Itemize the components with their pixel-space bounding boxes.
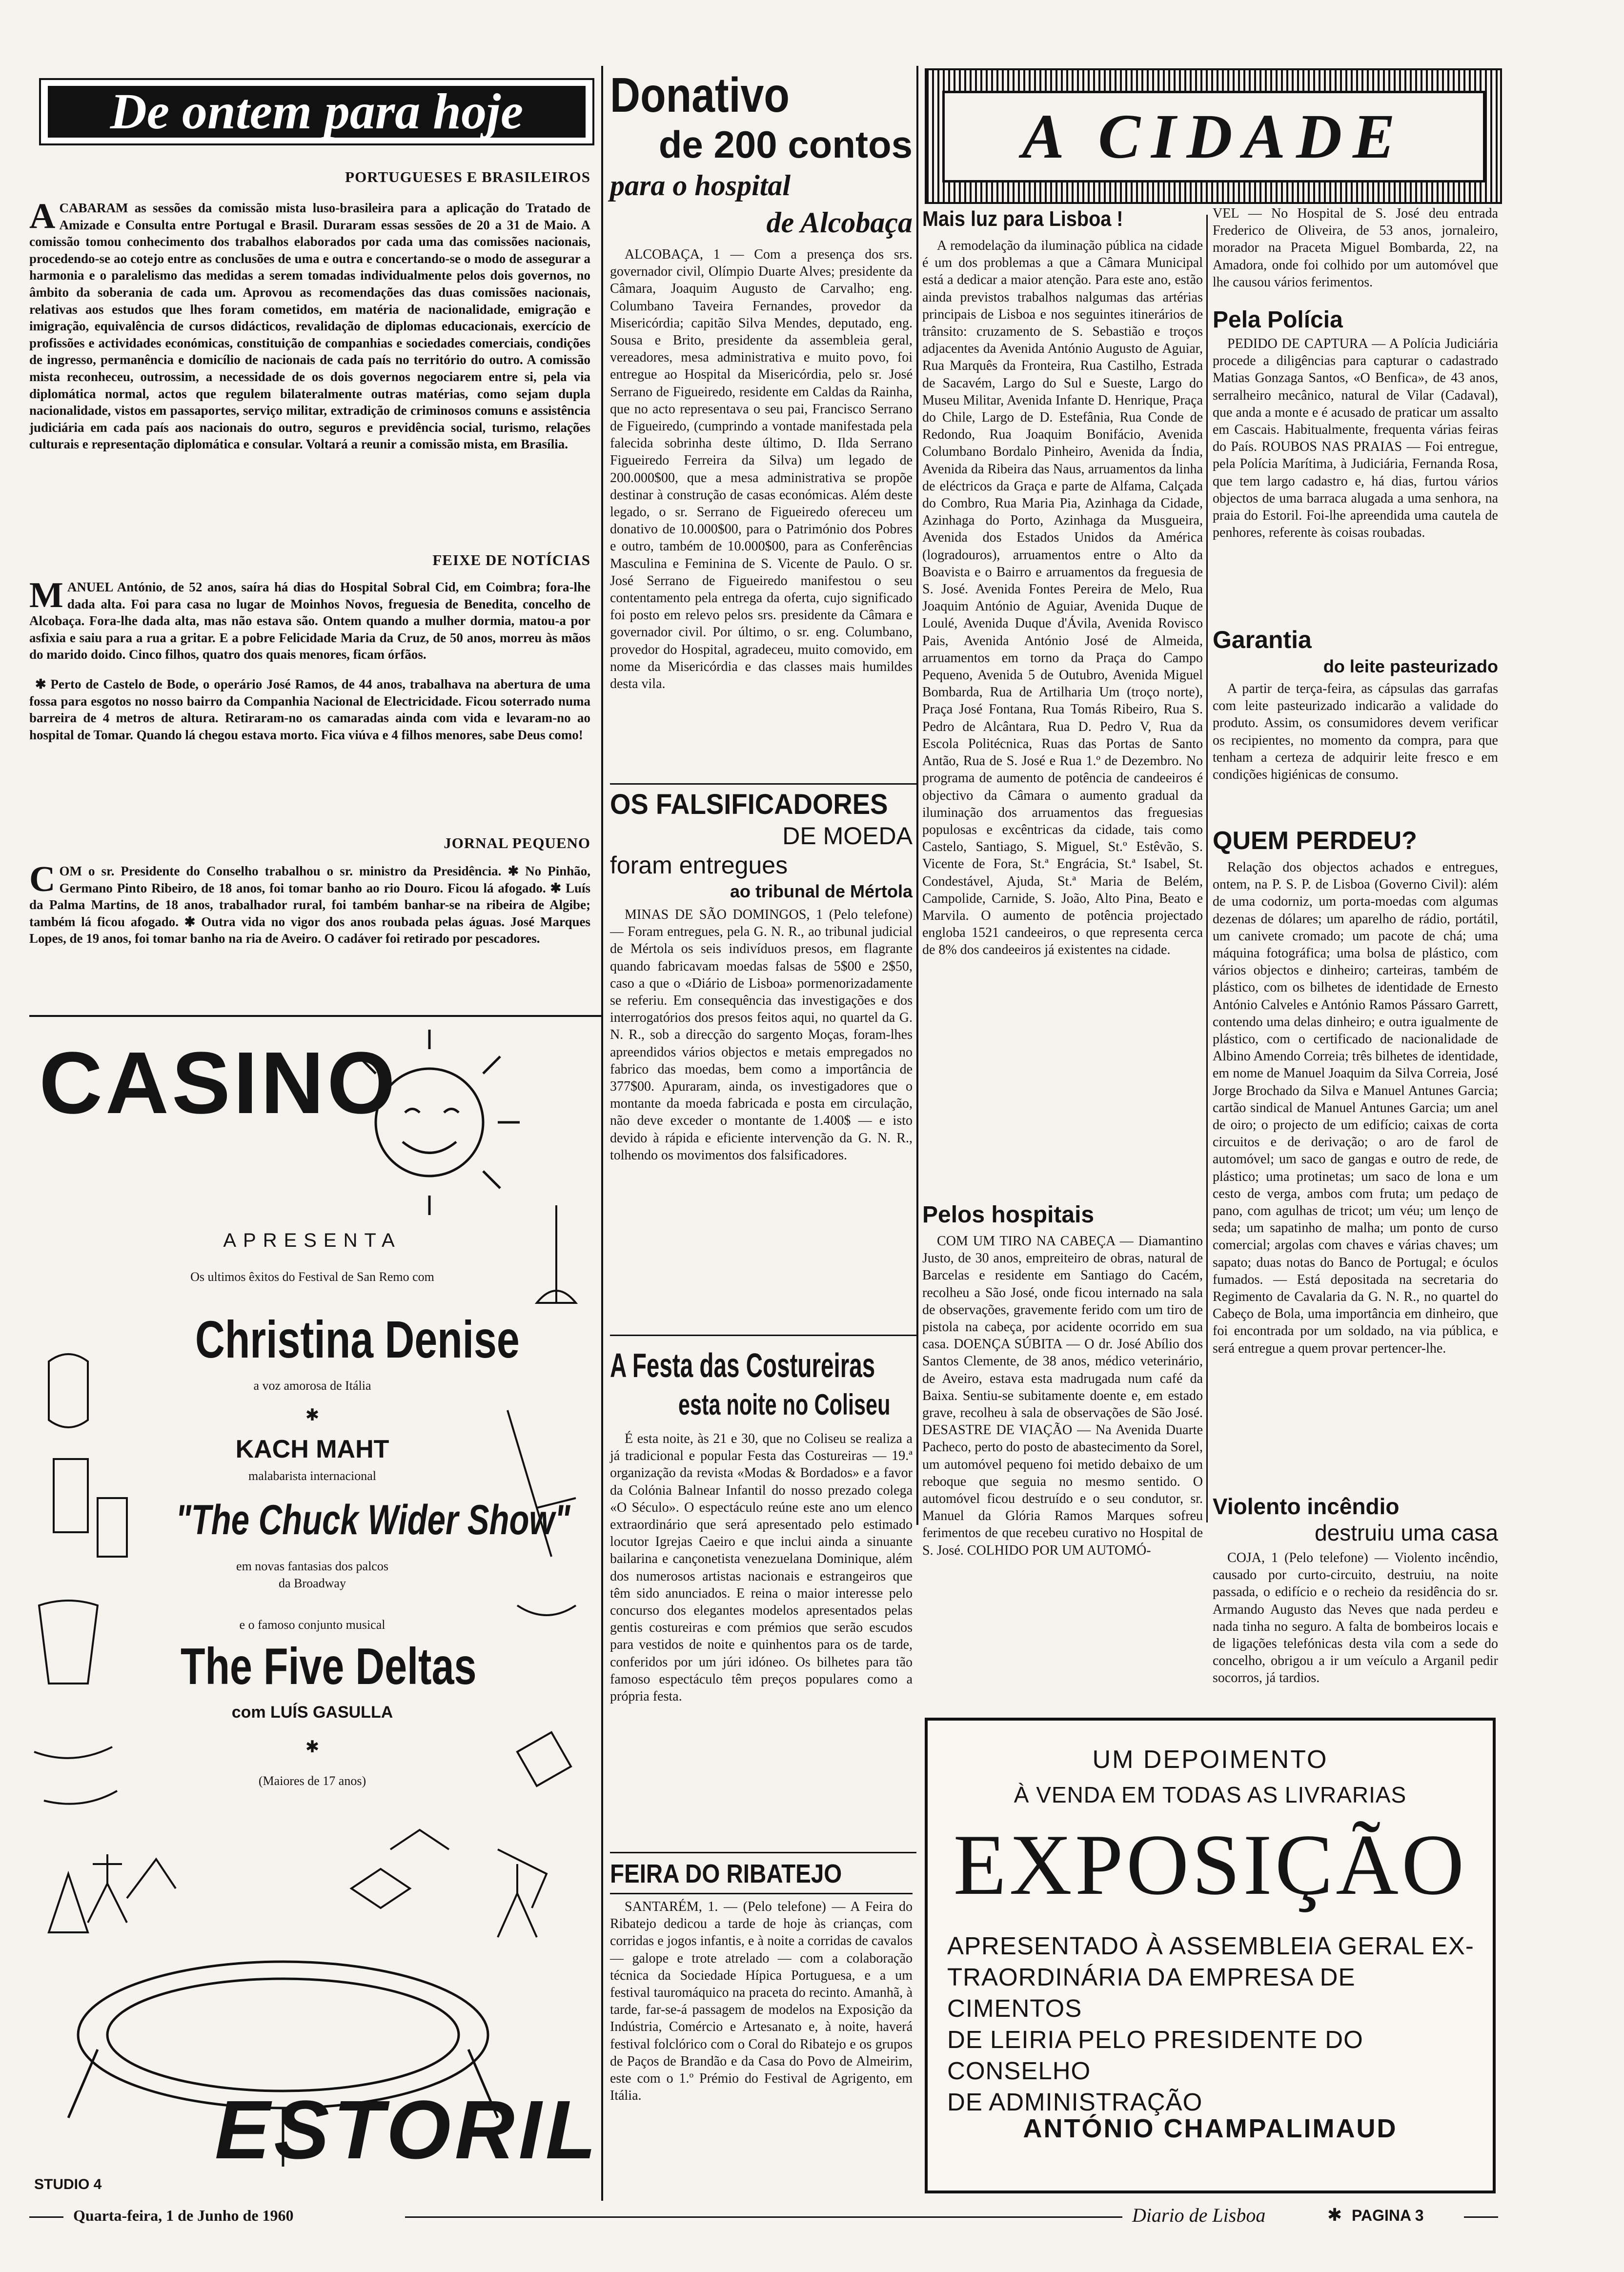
drop-cap: A bbox=[29, 196, 56, 236]
subheadline: ao tribunal de Mértola bbox=[730, 881, 913, 901]
asterisk-icon: ✱ bbox=[35, 676, 51, 691]
artist-name: KACH MAHT bbox=[235, 1435, 389, 1463]
article-festa-costureiras bbox=[610, 1344, 913, 1847]
column-rule bbox=[601, 66, 603, 2201]
article-text: OM o sr. Presidente do Conselho trabalhou o sr. ministro da Presidência. ✱ No Pinhão, Germano Pinto Ribeiro, de 18 anos, foi tomar banho ao rio Douro. Ficou lá afogado. ✱ Luís da Palma Martins, de 18 anos, trabalhador rural, foi também banhar-se na ribeira de Algibe; também lá ficou afogado. ✱ Outra vida no vigor dos anos roubada pelas águas. José Marques Lopes, de 19 anos, foi tomar banho na ria de Aveiro. O cadáver foi retirado por pescadores. bbox=[29, 864, 590, 946]
band-name: The Five Deltas bbox=[181, 1638, 477, 1695]
show-name: "The Chuck Wider Show" bbox=[176, 1497, 570, 1543]
article-feira-ribatejo bbox=[610, 1857, 913, 2203]
article-text: MINAS DE SÃO DOMINGOS, 1 (Pelo telefone) — Foram entregues, pela G. N. R., ao tribunal judicial de Mértola os seis indivíduos presos, em flagrante quando fabricavam moedas falsas de 5$00 e 2$50, caso a que o «Diário de Lisboa» pormenorizadamente se referiu. Em consequência das investigações e dos interrogatórios dos presos feitos aqui, no quartel da G. N. R., sob a direcção do sargento Moças, foram-lhes apreendidos vários objectos e metais empregados no fabrico das moedas, bem como a importância de 377$00. Apuraram, ainda, os investigadores que o montante da moeda fabricada e posta em circulação, não deve exceder o montante de 1.400$ — e isto devido à rápida e eficiente intervenção da G. N. R., tolhendo os movimentos dos falsificadores. bbox=[610, 907, 913, 1163]
ad-author: ANTÓNIO CHAMPALIMAUD bbox=[1023, 2114, 1398, 2143]
headline: esta noite no Coliseu bbox=[678, 1388, 891, 1421]
headline: DE MOEDA bbox=[782, 822, 913, 850]
masthead-de-ontem bbox=[39, 78, 594, 145]
article-text: Relação dos objectos achados e entregues, ontem, na P. S. P. de Lisboa (Governo Civil): além de uma codorniz, um porta-moedas com algumas dezenas de dólares; um aparelho de rádio, portátil, um canivete cromado; um pacote de chá; uma máquina fotográfica; uma bolsa de plástico, com vários objectos e dinheiro; carteiras, também de plástico, com os bilhetes de identidade de Ernesto António Calveles e António Ramos Pássaro Garrett, contendo uma delas dinheiro; e outra igualmente de plástico, com o certificado de nacionalidade de Albino Amendo Correia; três bilhetes de identidade, em nome de Manuel Joaquim da Silva Correia, José Jorge Brochado da Silva e Manuel Antunes Garcia; cartão sindical de Manuel Antunes Garcia; um anel de oiro; o projecto de um edifício; caixas de corta circuitos e de derivação; o aro de farol de automóvel; um saco de gangas e outro de rede, de plástico; uma protinetas; um saco de lona e um cesto de verga, ambos com fruta; um pedaço de pano, com agulhas de tricot; um véu; um lenço de seda; um sapatinho de malha; um ponto de curso comercial; argolas com chaves e várias chaves; um sapato; duas notas do Banco de Portugal; e óculos fumados. — Está depositada na secretaria do Regimento de Cavalaria da G. N. R., no quartel do Cabeço de Bola, uma importância em dinheiro, que foi encontrada por um soldado, na via pública, e será entregue a quem provar pertencer-lhe. bbox=[1213, 860, 1498, 1356]
footer-rule bbox=[405, 2216, 1122, 2218]
artist-christina-denise bbox=[176, 1310, 520, 1369]
apresenta-label: APRESENTA bbox=[223, 1230, 402, 1251]
section-divider bbox=[610, 783, 916, 785]
article-text: COJA, 1 (Pelo telefone) — Violento incêndio, causado por curto-circuito, destruiu, na noite passada, o edifício e o recheio da residência do sr. Armando Augusto das Neves que nada perdeu e nada tinha no seguro. A falta de bombeiros locais e de ligações telefónicas desta vila com a sede do concelho, obrigou a ir um veículo a Arganil pedir socorros, já tardios. bbox=[1213, 1550, 1498, 1686]
article-text: COM UM TIRO NA CABEÇA — Diamantino Justo, de 30 anos, empreiteiro de obras, natural de Barcelas e residente em Santiago do Cacém, recolheu a São José, onde ficou internado na sala de observações, gravemente ferido com um tiro de pistola na cabeça, por acidente ocorrido em sua casa. DOENÇA SÚBITA — O dr. José Abílio dos Santos Clemente, de 38 anos, médico veterinário, de Aveiro, estava esta madrugada num café da Baixa. Sentiu-se subitamente doente e, em estado grave, recolheu à sala de observações de São José. DESASTRE DE VIAÇÃO — Na Avenida Duarte Pacheco, perto do posto de abastecimento da Sorel, um automóvel pequeno foi metido debaixo de um reboque que seguia no mesmo sentido. O automóvel ficou destruído e o seu condutor, sr. Manuel da Glória Ramos Marques sofreu ferimentos de que recebeu curativo no Hospital de S. José. COLHIDO POR UM AUTOMÓ- bbox=[922, 1234, 1203, 1558]
estoril-logo: ESTORIL bbox=[215, 2084, 600, 2176]
ad-line: À VENDA EM TODAS AS LIVRARIAS bbox=[1014, 1782, 1407, 1807]
artist-desc: a voz amorosa de Itália bbox=[253, 1379, 371, 1393]
asterisk-icon: ✱ bbox=[305, 1406, 320, 1424]
article-garantia bbox=[1213, 625, 1498, 820]
ad-title: EXPOSIÇÃO bbox=[953, 1816, 1467, 1913]
band-title bbox=[176, 1637, 477, 1696]
masthead-a-cidade bbox=[925, 68, 1502, 204]
section-title: FEIXE DE NOTÍCIAS bbox=[432, 551, 590, 568]
age-note: (Maiores de 17 anos) bbox=[258, 1774, 366, 1788]
column-rule bbox=[1206, 215, 1208, 1522]
drop-cap: M bbox=[29, 575, 63, 615]
article-violento-incendio bbox=[1213, 1493, 1498, 1545]
artist-desc: malabarista internacional bbox=[248, 1469, 377, 1483]
article-text: VEL — No Hospital de S. José deu entrada Frederico de Oliveira, de 53 anos, jornaleiro, morador na Praceta Miguel Bombarda, 22, na Amadora, onde foi colhido por um automóvel que lhe causou vários ferimentos. bbox=[1213, 206, 1498, 290]
asterisk-icon: ✱ bbox=[305, 1738, 320, 1756]
article-pelos-hospitais bbox=[922, 1200, 1203, 1558]
subheadline: foram entregues bbox=[610, 852, 788, 879]
headline: Violento incêndio bbox=[1213, 1494, 1400, 1519]
footer-rule bbox=[1464, 2216, 1498, 2218]
footer-page: PAGINA 3 bbox=[1352, 2207, 1424, 2224]
band-with: com LUÍS GASULLA bbox=[231, 1703, 393, 1722]
article-donativo bbox=[610, 68, 913, 781]
section-title: PORTUGUESES E BRASILEIROS bbox=[345, 168, 590, 185]
article-falsificadores bbox=[610, 788, 913, 1330]
article-text: Perto de Castelo de Bode, o operário José Ramos, de 44 anos, trabalhava na abertura de uma fossa para esgotos no nosso bairro da Companhia Nacional de Electricidade. Ficou soterrado numa barreira de 4 metros de altura. Retiraram-no os camaradas ainda com vida e levaram-no ao hospital de Tomar. Quando lá chegou estava morto. Fica viúva e 4 filhos menores, sabe Deus como! bbox=[29, 676, 590, 742]
subheadline: para o hospital bbox=[610, 169, 791, 202]
article-text: ANUEL António, de 52 anos, saíra há dias do Hospital Sobral Cid, em Coimbra; fora-lhe dada alta. Foi para casa no lugar de Moinhos Novos, freguesia de Benedita, concelho de Alcobaça. Fora-lhe dada alta, mas não estava são. Ontem quando a mulher dormia, matou-a por asfixia e saiu para a rua a gritar. E a pobre Felicidade Maria da Cruz, de 50 anos, morreu às mãos do marido doido. Cinco filhos, quatro dos quais menores, ficam órfãos. bbox=[29, 580, 590, 662]
section-portugueses-brasileiros bbox=[29, 168, 590, 522]
show-title bbox=[176, 1493, 570, 1547]
show-desc: da Broadway bbox=[279, 1576, 346, 1590]
headline: A Festa das Costureiras bbox=[610, 1346, 875, 1384]
show-desc: em novas fantasias dos palcos bbox=[236, 1559, 388, 1573]
ad-desc-line: TRAORDINÁRIA DA EMPRESA DE CIMENTOS bbox=[947, 1963, 1356, 2022]
article-pela-policia bbox=[1213, 305, 1498, 622]
article-continuacao bbox=[1213, 205, 1498, 300]
headline: OS FALSIFICADORES bbox=[610, 789, 888, 820]
intro-text: e o famoso conjunto musical bbox=[239, 1618, 386, 1632]
article-text: CABARAM as sessões da comissão mista luso-brasileira para a aplicação do Tratado de Amizade e Consulta entre Portugal e Brasil. Duraram essas sessões de 20 a 31 de Maio. A comissão tomou conhecimento dos trabalhos elaborados por cada uma das comissões nacionais, procedendo-se ao cotejo entre as conclusões de uma e outra e concertando-se o modo de assegurar a harmonia e o paralelismo das medidas a serem tomadas individualmente pelos dois governos, no âmbito da soberania de cada um. Aprovou as recomendações das duas comissões nacionais, relativas aos estudos que lhes foram cometidos, em matéria de nacionalidade, emigração e imigração, equivalência de cursos didácticos, revalidação de diplomas educacionais, exercício de profissões e actividades económicas, constituição de companhias e sociedades comerciais, condições de ingresso, permanência e domicílio de nacionais de cada país no território do outro. A comissão mista reconheceu, outrossim, a necessidade de os dois governos negociarem entre si, pela via diplomática normal, actos que regulem bilateralmente outras matérias, como sejam dupla nacionalidade, vistos em passaportes, serviço militar, extradição de criminosos comuns e assistência judiciária em cada país aos nacionais do outro, seguros e previdência social, turismo, relações culturais e representação diplomática e consular. Voltará a reunir a comissão mista, em Brasília. bbox=[29, 201, 590, 452]
bar-table-icon bbox=[34, 1354, 176, 1932]
article-mais-luz bbox=[922, 205, 1203, 1198]
section-divider bbox=[610, 1852, 916, 1853]
asterisk-icon: ✱ bbox=[1327, 2205, 1342, 2225]
ad-desc-line: DE LEIRIA PELO PRESIDENTE DO CONSELHO bbox=[947, 2026, 1363, 2085]
article-text: É esta noite, às 21 e 30, que no Coliseu se realiza a já tradicional e popular Festa das Costureiras — 19.ª organização da revista «Modas & Bordados» e a favor da Colónia Balnear Infantil do nosso prezado colega «O Século». O espectáculo reúne este ano um elenco extraordinário que será apresentado pelo estimado locutor Igrejas Caeiro e que inclui ainda a sinuante bailarina e cançonetista venezuelana Dominique, além dos numerosos artistas nacionais e estrangeiros que têm sido anunciados. E reina o maior interesse pelo concurso dos elegantes modelos apresentados pelas gentis costureiras e com prémios que serão escudos para vestidos de noite e quinhentos para os de tarde, conferidos por um júri idóneo. Os bilhetes para tão famoso espectáculo têm preços populares como a própria festa. bbox=[610, 1431, 913, 1704]
article-text: A partir de terça-feira, as cápsulas das garrafas com leite pasteurizado indicarão a validade do produto. Assim, os consumidores devem verificar os recipientes, no momento da compra, para que tenham a certeza de adquirir leite fresco e em condições higiénicas de consumo. bbox=[1213, 681, 1498, 783]
article-quem-perdeu bbox=[1213, 825, 1498, 1491]
article-text: SANTARÉM, 1. — (Pelo telefone) — A Feira do Ribatejo dedicou a tarde de hoje às crianças, com corridas e jogos infantis, e à noite a corridas de cavalos — galope e trote atrelado — com a colaboração técnica da Sociedade Hípica Portuguesa, e a um festival tauromáquico na praceta do recinto. Amanhã, à tarde, far-se-á passagem de modelos na Exposição da Indústria, Comércio e Artesanato e, à noite, haverá festival folclórico com o Coral do Ribatejo e os grupos de Paços de Brandão e da Casa do Povo de Almeirim, este com o 1.º Prémio do Festival de Agrigento, em Itália. bbox=[610, 1899, 913, 2104]
footer-rule bbox=[29, 2216, 63, 2218]
exposicao-ad bbox=[925, 1718, 1496, 2193]
section-feixe-noticias bbox=[29, 551, 590, 822]
headline: FEIRA DO RIBATEJO bbox=[610, 1859, 842, 1888]
headline: Pelos hospitais bbox=[922, 1202, 1095, 1228]
ad-desc bbox=[947, 1930, 1479, 2118]
drop-cap: C bbox=[29, 859, 56, 899]
section-jornal-pequeno bbox=[29, 834, 590, 991]
intro-text: Os ultimos êxitos do Festival de San Remo com bbox=[190, 1270, 434, 1284]
subheadline: de Alcobaça bbox=[766, 206, 913, 239]
section-divider bbox=[610, 1335, 916, 1336]
section-divider bbox=[29, 1015, 601, 1017]
ad-desc-line: APRESENTADO À ASSEMBLEIA GERAL EX- bbox=[947, 1932, 1474, 1960]
headline: QUEM PERDEU? bbox=[1213, 827, 1417, 855]
headline: Mais luz para Lisboa ! bbox=[922, 207, 1123, 231]
ad-desc-line: DE ADMINISTRAÇÃO bbox=[947, 2088, 1203, 2116]
artist-name: Christina Denise bbox=[195, 1310, 520, 1369]
section-title: JORNAL PEQUENO bbox=[444, 834, 590, 852]
article-text: A remodelação da iluminação pública na cidade é um dos problemas a que a Câmara Municipal está a dedicar a maior atenção. Para este ano, estão ainda previstos trabalhos nalgumas das artérias principais de Lisboa e nos seguintes itinerários de trânsito: cruzamento de S. Sebastião e troços adjacentes da Avenida António Augusto de Aguiar, Rua Marquês da Fronteira, Rua Castilho, Estrada de Sacavém, Largo do Sul e Sueste, Largo do Museu Militar, Avenida Infante D. Henrique, Praça do Chile, Largo de D. Estefânia, Rua Conde de Redondo, Rua Joaquim Bonifácio, Avenida Columbano Bordalo Pinheiro, Avenida da Índia, Avenida da Ribeira das Naus, arruamentos da linha de eléctricos da Graça e parte de Alfama, Calçada do Combro, Rua Maria Pia, Azinhaga da Cidade, Azinhaga do Porto, Azinhaga da Musgueira, Avenida dos Estados Unidos da América (logradouros), arruamentos entre o Alto da Boavista e o Bairro e arruamentos da freguesia de S. José. Avenida Fontes Pereira de Melo, Rua Joaquim António de Aguiar, Avenida Duque de Loulé, Avenida Duque d'Ávila, Avenida Rovisco Pais, Avenida António José de Almeida, arruamentos em torno da Praça do Campo Pequeno, Avenida 5 de Outubro, Avenida Miguel Bombarda, Rua de Artilharia Um (troço norte), Praça José Fontana, Rua Tomás Ribeiro, Rua S. Pedro de Alcântara, Rua D. Pedro V, Rua da Escola Politécnica, Ruas das Portas de Santo Antão, Rua de S. José e Rua 1.º de Dezembro. No programa de aumento de potência de candeeiros é objectivo da Câmara o aumento gradual da iluminação dos arruamentos das freguesias populosas e excêntricas da cidade, tais como Castelo, Santiago, S. Miguel, St.º Estêvão, S. Vicente de Fora, St.ª Engrácia, St.ª Isabel, St. Condestável, Ajuda, St.ª Maria de Belém, Campolide, Carnide, S. João, Alto Pina, Beato e Marvila. O aumento de potência projectado engloba 1521 candeeiros, o que representa cerca de 8% dos candeeiros já existentes na cidade. bbox=[922, 238, 1203, 958]
ad-line: UM DEPOIMENTO bbox=[1092, 1745, 1328, 1774]
subheadline: do leite pasteurizado bbox=[1323, 656, 1498, 676]
casino-ad-illustration bbox=[29, 1020, 600, 2201]
dancer-figures-icon bbox=[88, 1830, 537, 1937]
studio-credit: STUDIO 4 bbox=[34, 2176, 102, 2192]
headline: Donativo bbox=[610, 68, 790, 122]
masthead-title: A CIDADE bbox=[1022, 101, 1406, 172]
column-rule bbox=[916, 66, 918, 1525]
article-violento-text bbox=[1213, 1549, 1498, 1705]
headline: Garantia bbox=[1213, 626, 1312, 653]
footer-date: Quarta-feira, 1 de Junho de 1960 bbox=[73, 2207, 294, 2224]
headline: de 200 contos bbox=[658, 123, 913, 166]
masthead-title: De ontem para hoje bbox=[110, 83, 524, 140]
subheadline: destruiu uma casa bbox=[1315, 1520, 1498, 1545]
article-text: PEDIDO DE CAPTURA — A Polícia Judiciária procede a diligências para capturar o cadastrado Matias Gonzaga Santos, «O Benfica», de 43 anos, serralheiro mecânico, natural de Vilar (Cadaval), que anda a monte e é acusado de praticar um assalto em Cascais. Habitualmente, frequenta várias feiras do País. ROUBOS NAS PRAIAS — Foi entregue, pela Polícia Marítima, à Judiciária, Fernanda Rosa, que tem largo cadastro e, há dias, furtou vários objectos de uma barraca alugada a uma senhora, na praia do Estoril. Foi-lhe apreendida uma cautela de penhores, referente às coisas roubadas. bbox=[1213, 336, 1498, 541]
article-text: ALCOBAÇA, 1 — Com a presença dos srs. governador civil, Olímpio Duarte Alves; presidente da Câmara, Joaquim Augusto de Carvalho; eng. Columbano Taveira Fernandes, provedor da Misericórdia; capitão Silva Mendes, deputado, eng. Sousa e Brito, presidente da assembleia geral, vereadores, mesa administrativa e muito povo, foi entregue ao Hospital da Misericórdia, pelo sr. José Serrano de Figueiredo, residente em Caldas da Rainha, que no acto representava o seu pai, Francisco Serrano de Figueiredo, (cumprindo a vontade manifestada pela falecida sobrinha deste último, D. Ilda Serrano Figueiredo Ferreira da Silva) um legado de 200.000$00, que a mesa administrativa se propõe destinar à construção de casas económicas. Além deste legado, o sr. Serrano de Figueiredo ofereceu um donativo de 10.000$00, para o Património dos Pobres e outro, também de 10.000$00, para as Conferências Masculina e Feminina de S. Vicente de Paulo. O sr. José Serrano de Figueiredo manifestou o seu contentamento pela entrega da oferta, cujo significado foi posto em relevo pelos srs. presidente da Câmara e governador civil. Por último, o sr. eng. Columbano, provedor do Hospital, agradeceu, muito comovido, em nome da Misericórdia e das classes mais humildes desta vila. bbox=[610, 247, 913, 692]
casino-ad bbox=[29, 1020, 600, 2201]
footer-paper-name: Diario de Lisboa bbox=[1132, 2204, 1266, 2226]
casino-logo: CASINO bbox=[39, 1034, 399, 1132]
headline: Pela Polícia bbox=[1213, 307, 1343, 333]
